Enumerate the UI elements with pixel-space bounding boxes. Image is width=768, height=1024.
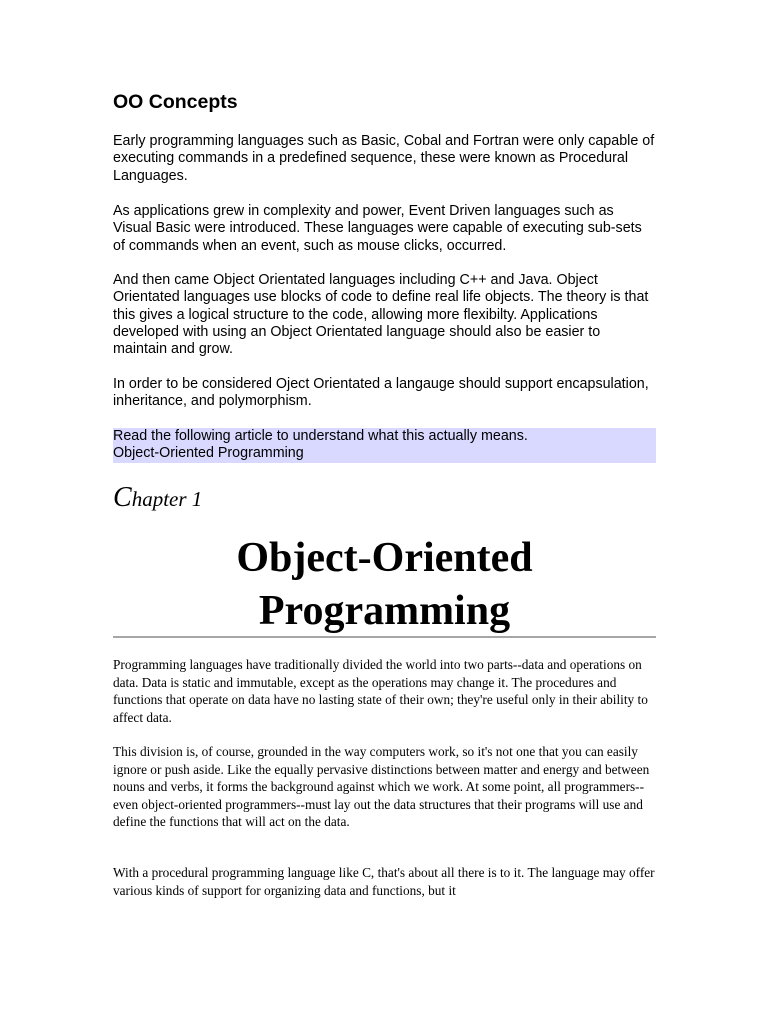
chapter-title-line-1: Object-Oriented <box>236 535 533 581</box>
section-heading: OO Concepts <box>113 91 238 113</box>
body-paragraph-2: This division is, of course, grounded in the way computers work, so it's not one that you can easily ignore or push aside. Like the equally pervasive distinctions between matter and energy and between nouns and verbs, it forms the background against which we work. At some point, all programmers--even object-oriented programmers--must lay out the data structures that their programs will use and define the functions that will act on the data. <box>113 744 650 830</box>
intro-paragraph-3: And then came Object Orientated languages including C++ and Java. Object Orientated languages use blocks of code to define real life objects. The theory is that this gives a logical structure to the code, allowing more flexibilty. Applications developed with using an Object Orientated language should also be easier to maintain and grow. <box>113 272 649 358</box>
intro-paragraph-1: Early programming languages such as Basic, Cobal and Fortran were only capable of executing commands in a predefined sequence, these were known as Procedural Languages. <box>113 133 655 184</box>
intro-paragraph-4: In order to be considered Oject Orientated a langauge should support encapsulation, inheritance, and polymorphism. <box>113 376 649 410</box>
chapter-label <box>113 482 202 514</box>
body-paragraph-1: Programming languages have traditionally divided the world into two parts--data and operations on data. Data is static and immutable, except as the operations may change it. The procedures and functions that operate on data have no lasting state of their own; they're useful only in their ability to affect data. <box>113 657 648 725</box>
intro-paragraph-2: As applications grew in complexity and power, Event Driven languages such as Visual Basic were introduced. These languages were capable of executing sub-sets of commands when an event, such as mouse clicks, occurred. <box>113 203 642 254</box>
title-divider <box>113 636 656 638</box>
chapter-title-line-2: Programming <box>258 588 511 634</box>
article-link[interactable]: Object-Oriented Programming <box>113 445 304 462</box>
body-paragraph-3: With a procedural programming language like C, that's about all there is to it. The language may offer various kinds of support for organizing data and functions, but it <box>113 865 655 898</box>
callout-text: Read the following article to understand what this actually means. <box>113 428 528 444</box>
article-callout <box>113 428 656 463</box>
chapter-drop-cap: C <box>113 482 132 513</box>
chapter-title <box>113 532 656 638</box>
chapter-label-rest: hapter 1 <box>131 487 203 511</box>
